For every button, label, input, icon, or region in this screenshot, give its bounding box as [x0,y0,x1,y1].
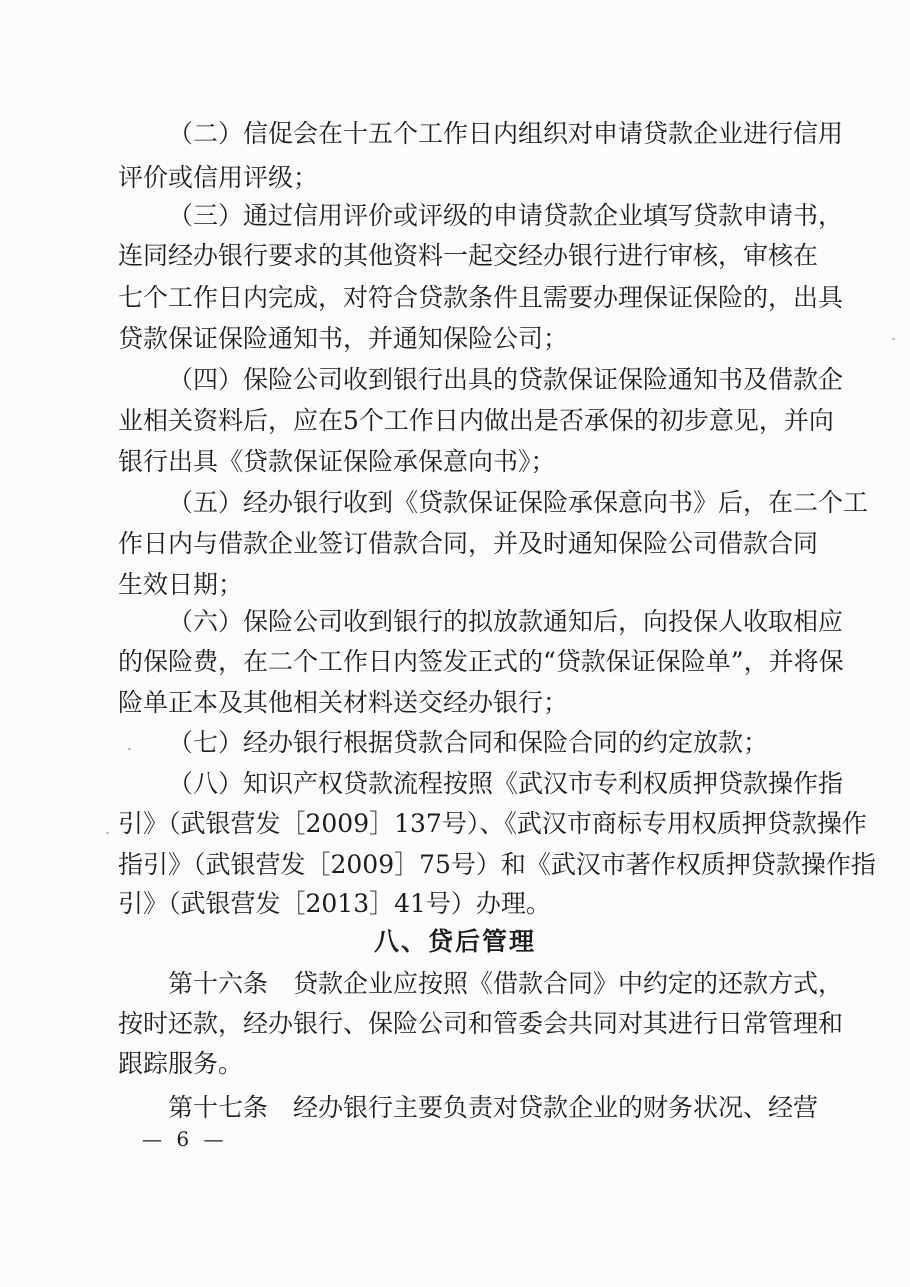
scan-speck [892,338,895,340]
text-line: 七个工作日内完成，对符合贷款条件且需要办理保证保险的，出具 [118,283,844,312]
article-16-line: 按时还款，经办银行、保险公司和管委会共同对其进行日常管理和 [118,1009,844,1038]
text-line: 评价或信用评级； [118,163,319,192]
text-line: 业相关资料后，应在5个工作日内做出是否承保的初步意见，并向 [118,406,834,435]
text-line: （八）知识产权贷款流程按照《武汉市专利权质押贷款操作指 [168,769,844,798]
text-line: （五）经办银行收到《贷款保证保险承保意向书》后，在二个工 [168,488,869,517]
text-line: 贷款保证保险通知书，并通知保险公司； [118,324,569,353]
text-line: 的保险费，在二个工作日内签发正式的“贷款保证保险单”，并将保 [118,647,844,676]
text-line: 险单正本及其他相关材料送交经办银行； [118,688,569,717]
text-line: （七）经办银行根据贷款合同和保险合同的约定放款； [168,728,769,757]
article-16-line: 第十六条 贷款企业应按照《借款合同》中约定的还款方式， [168,969,844,998]
text-line: （四）保险公司收到银行出具的贷款保证保险通知书及借款企 [168,365,844,394]
text-line: 引》（武银营发［2013］41号）办理。 [118,889,551,918]
text-line: （二）信促会在十五个工作日内组织对申请贷款企业进行信用 [168,119,844,148]
text-line: 银行出具《贷款保证保险承保意向书》； [118,447,556,476]
article-17-line: 第十七条 经办银行主要负责对贷款企业的财务状况、经营 [168,1093,819,1122]
text-line: 连同经办银行要求的其他资料一起交经办银行进行审核，审核在 [118,241,819,270]
text-line: （三）通过信用评价或评级的申请贷款企业填写贷款申请书， [168,201,844,230]
text-line: 作日内与借款企业签订借款合同，并及时通知保险公司借款合同 [118,529,819,558]
page-number: — 6 — [142,1127,228,1151]
text-line: （六）保险公司收到银行的拟放款通知后，向投保人收取相应 [168,607,844,636]
section-heading: 八、贷后管理 [373,927,536,956]
scan-speck [128,748,131,750]
scan-speck [106,832,109,834]
text-line: 指引》（武银营发［2009］75号）和《武汉市著作权质押贷款操作指 [118,850,876,879]
article-16-line: 跟踪服务。 [118,1049,244,1078]
text-line: 生效日期； [118,570,244,599]
text-line: 引》（武银营发［2009］137号）、《武汉市商标专用权质押贷款操作 [118,809,867,838]
